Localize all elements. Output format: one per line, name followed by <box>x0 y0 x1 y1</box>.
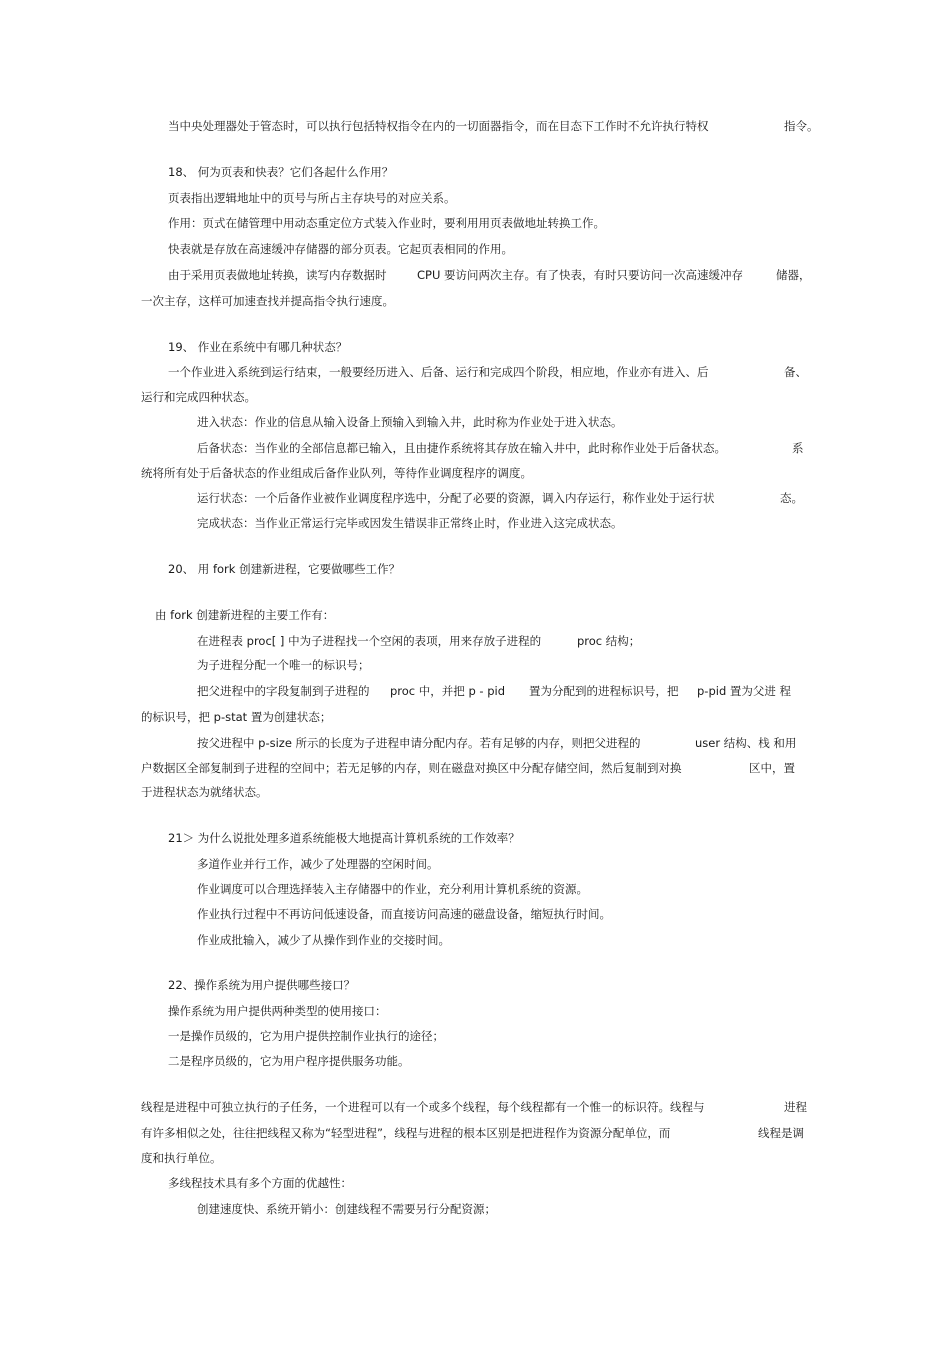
text-line-tail: p-pid 置为父进 程 <box>697 684 792 698</box>
text-line: 为子进程分配一个唯一的标识号； <box>197 658 370 672</box>
question-22-title: 22、操作系统为用户提供哪些接口？ <box>168 978 356 992</box>
text-line-tail: 储器， <box>776 268 811 282</box>
text-line: 多道作业并行工作，减少了处理器的空闲时间。 <box>197 857 439 871</box>
text-line-tail: 系 <box>792 441 804 455</box>
text-line: 作用：页式在储管理中用动态重定位方式装入作业时，要利用用页表做地址转换工作。 <box>168 216 605 230</box>
text-line: 线程是进程中可独立执行的子任务，一个进程可以有一个或多个线程，每个线程都有一个惟一的标识符。线程与 <box>141 1100 705 1114</box>
text-line: 当中央处理器处于管态时，可以执行包括特权指令在内的一切面器指令，而在目态下工作时不允许执行特权 <box>168 119 709 133</box>
text-line-tail: 备、 <box>784 365 807 379</box>
text-line-segment: proc 结构； <box>577 634 641 648</box>
text-line: 作业执行过程中不再访问低速设备，而直接访问高速的磁盘设备，缩短执行时间。 <box>197 907 611 921</box>
text-line: 二是程序员级的，它为用户程序提供服务功能。 <box>168 1054 410 1068</box>
text-line: 完成状态：当作业正常运行完毕或因发生错误非正常终止时，作业进入这完成状态。 <box>197 516 623 530</box>
text-line-tail: 区中，置 <box>749 761 795 775</box>
text-line-segment: CPU 要访问两次主存。有了快表，有时只要访问一次高速缓冲存 <box>417 268 744 282</box>
text-line: 户数据区全部复制到子进程的空间中；若无足够的内存，则在磁盘对换区中分配存储空间，然后复制到对换 <box>141 761 682 775</box>
text-line-tail: user 结构、栈 和用 <box>695 736 797 750</box>
text-line: 一是操作员级的，它为用户提供控制作业执行的途径； <box>168 1029 444 1043</box>
text-line: 由于采用页表做地址转换，读写内存数据时 <box>168 268 387 282</box>
text-line: 一次主存，这样可加速查找并提高指令执行速度。 <box>141 294 394 308</box>
text-line: 在进程表 proc[ ] 中为子进程找一个空闲的表项，用来存放子进程的 <box>197 634 542 648</box>
text-line: 快表就是存放在高速缓冲存储器的部分页表。它起页表相同的作用。 <box>168 242 513 256</box>
question-20-title: 20、 用 fork 创建新进程，它要做哪些工作？ <box>168 562 401 576</box>
text-line-tail: 态。 <box>780 491 803 505</box>
text-line-tail: 指令。 <box>784 119 819 133</box>
text-line: 运行状态：一个后备作业被作业调度程序选中，分配了必要的资源，调入内存运行，称作业处于运行状 <box>197 491 715 505</box>
text-line-segment: proc 中，并把 p - pid <box>390 684 505 698</box>
text-line-tail: 进程 <box>784 1100 807 1114</box>
text-line: 创建速度快、系统开销小：创建线程不需要另行分配资源； <box>197 1202 496 1216</box>
question-21-title: 21＞ 为什么说批处理多道系统能极大地提高计算机系统的工作效率？ <box>168 831 520 845</box>
text-line: 度和执行单位。 <box>141 1151 222 1165</box>
question-18-title: 18、 何为页表和快表？它们各起什么作用？ <box>168 165 394 179</box>
text-line-segment: 置为分配到的进程标识号，把 <box>529 684 679 698</box>
text-line-tail: 线程是调 <box>758 1126 804 1140</box>
text-line: 页表指出逻辑地址中的页号与所占主存块号的对应关系。 <box>168 191 456 205</box>
text-line: 把父进程中的字段复制到子进程的 <box>197 684 370 698</box>
text-line: 进入状态：作业的信息从输入设备上预输入到输入井，此时称为作业处于进入状态。 <box>197 415 623 429</box>
text-line: 由 fork 创建新进程的主要工作有： <box>155 608 335 622</box>
text-line: 有许多相似之处，往往把线程又称为“轻型进程”，线程与进程的根本区别是把进程作为资源分配单位，而 <box>141 1126 671 1140</box>
question-19-title: 19、 作业在系统中有哪几种状态？ <box>168 340 348 354</box>
text-line: 统将所有处于后备状态的作业组成后备作业队列，等待作业调度程序的调度。 <box>141 466 532 480</box>
text-line: 运行和完成四种状态。 <box>141 390 256 404</box>
text-line: 一个作业进入系统到运行结束，一般要经历进入、后备、运行和完成四个阶段，相应地，作业亦有进入、后 <box>168 365 709 379</box>
text-line: 作业成批输入，减少了从操作到作业的交接时间。 <box>197 933 450 947</box>
text-line: 多线程技术具有多个方面的优越性： <box>168 1176 352 1190</box>
text-line: 作业调度可以合理选择装入主存储器中的作业，充分利用计算机系统的资源。 <box>197 882 588 896</box>
text-line: 按父进程中 p-size 所示的长度为子进程申请分配内存。若有足够的内存，则把父进程的 <box>197 736 641 750</box>
text-line: 的标识号，把 p-stat 置为创建状态； <box>141 710 332 724</box>
text-line: 于进程状态为就绪状态。 <box>141 785 268 799</box>
text-line: 操作系统为用户提供两种类型的使用接口： <box>168 1004 387 1018</box>
text-line: 后备状态：当作业的全部信息都已输入，且由捷作系统将其存放在输入井中，此时称作业处于后备状态。 <box>197 441 726 455</box>
